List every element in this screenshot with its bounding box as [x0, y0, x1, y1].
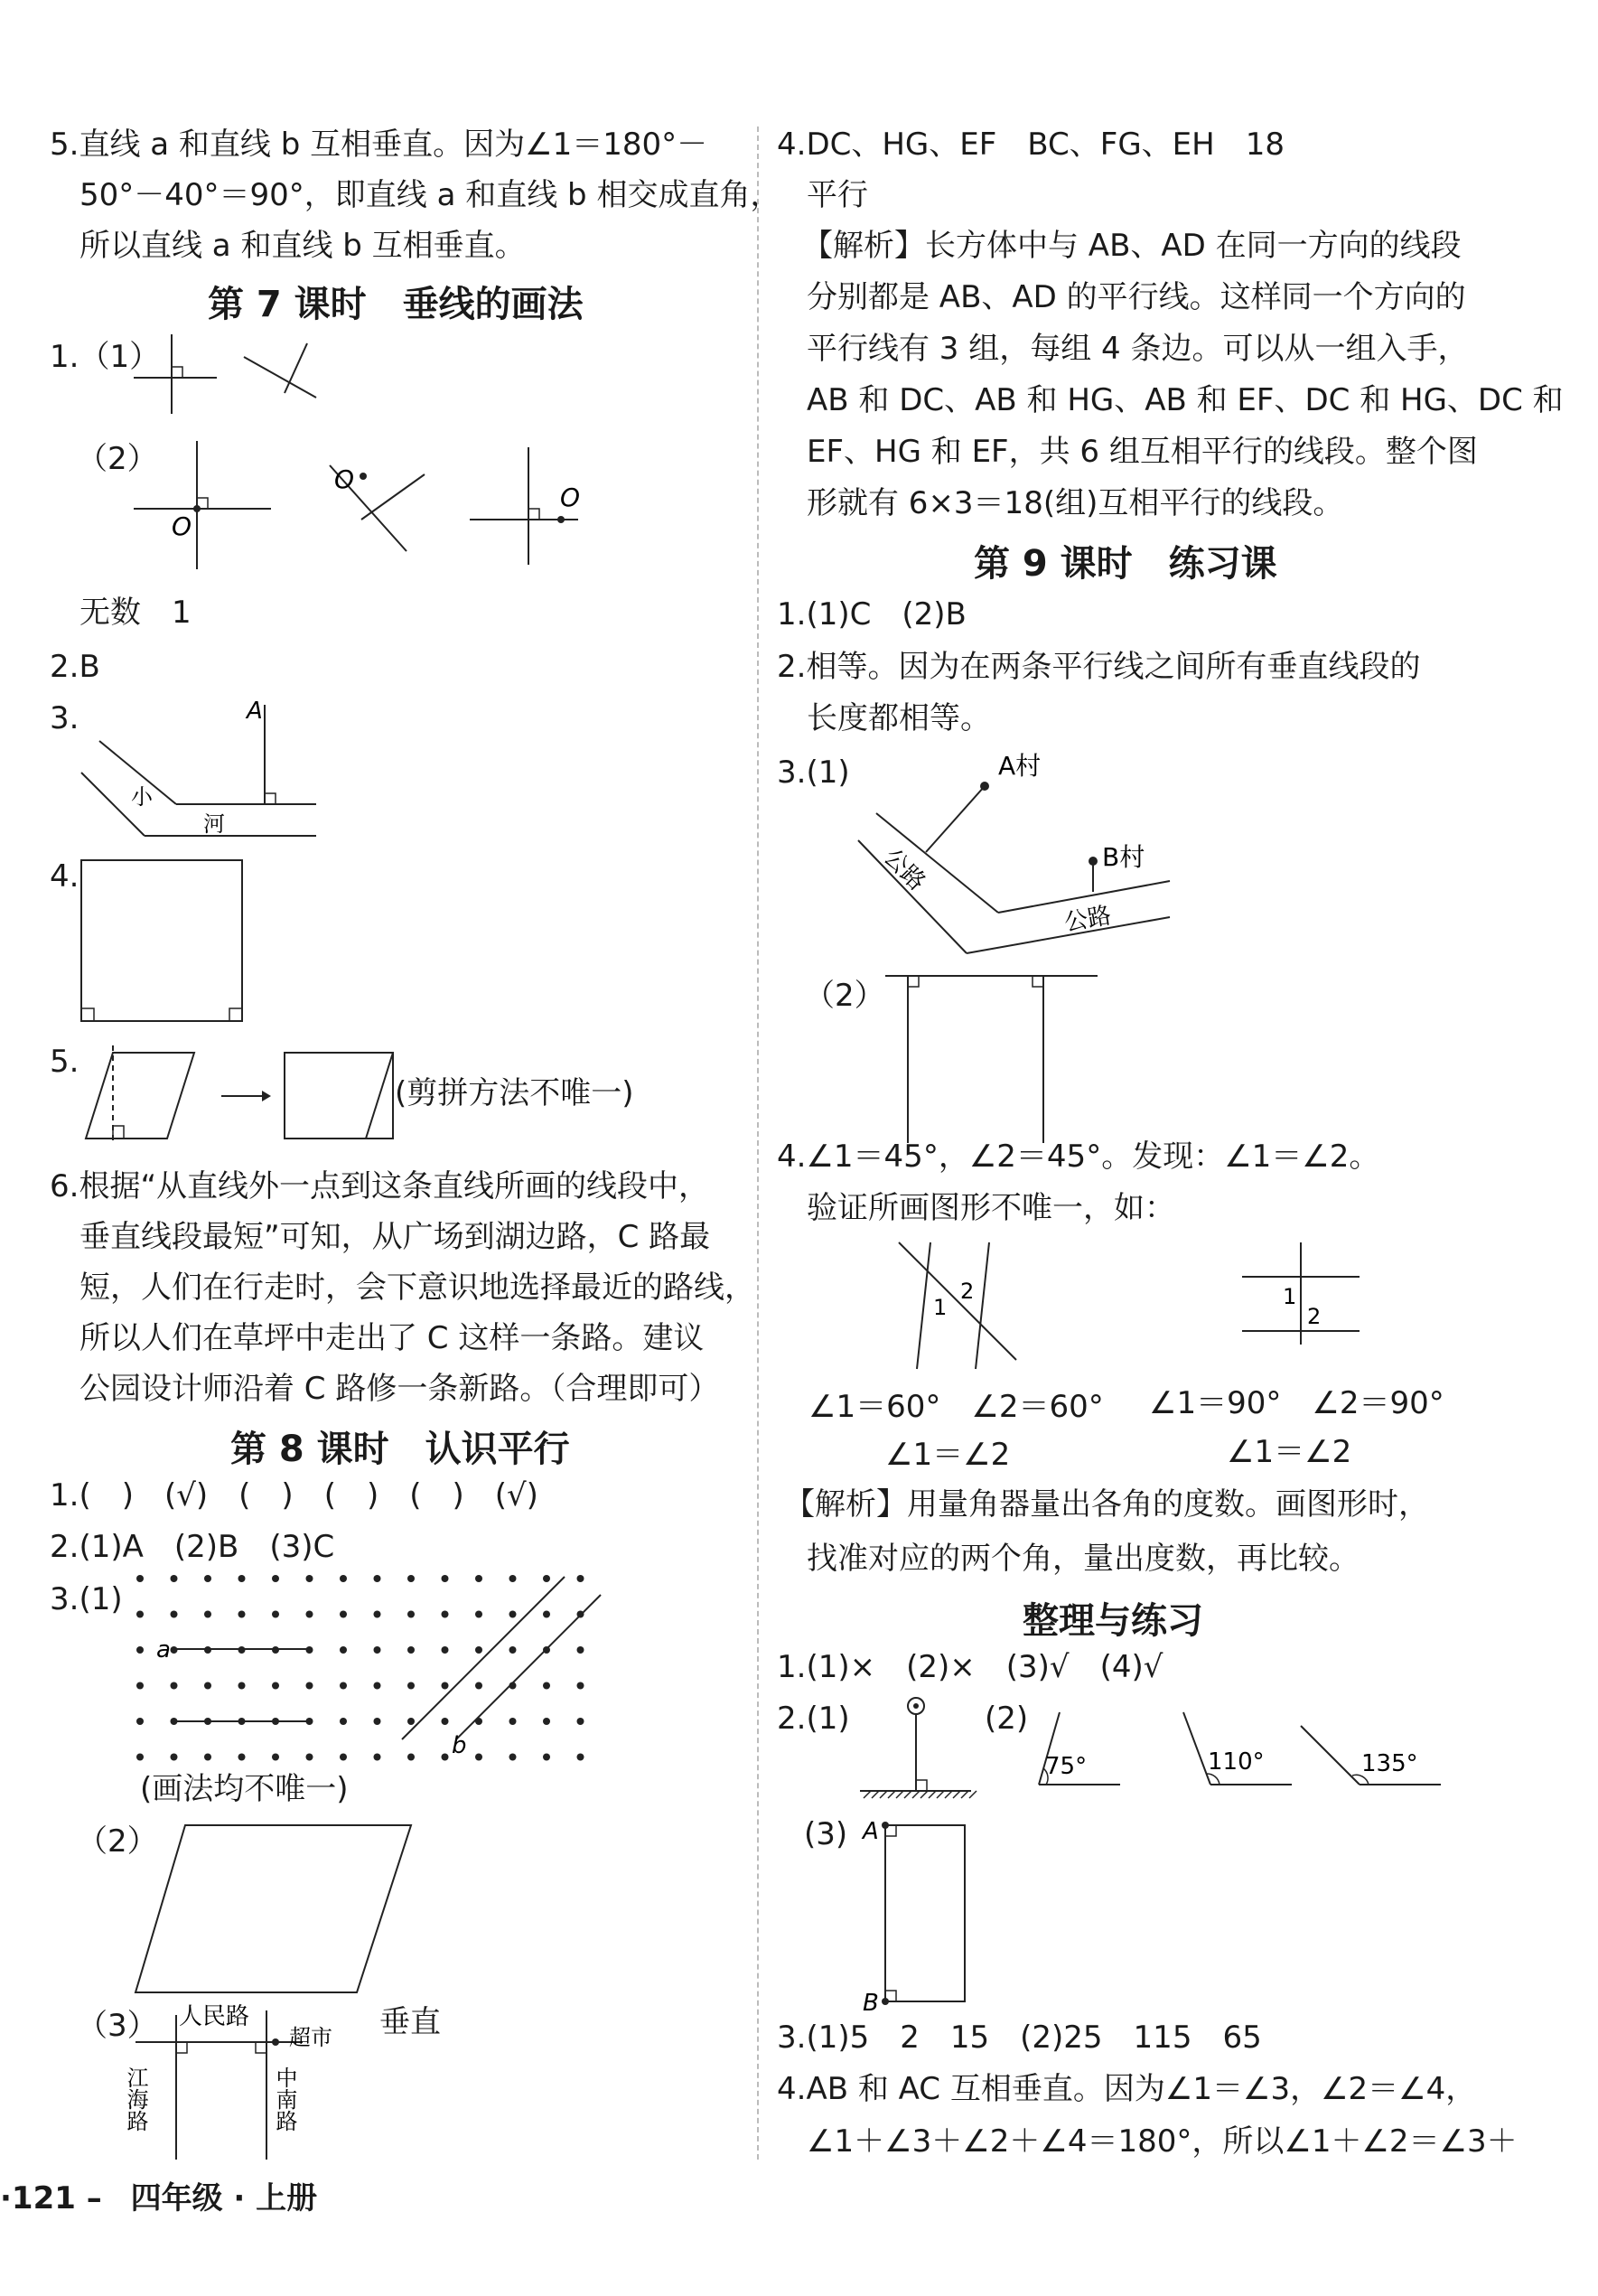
grid-dot: [374, 1575, 381, 1582]
answer-5-line2: 50°－40°＝90°，即直线 a 和直线 b 相交成直角，: [79, 177, 781, 213]
ground-hatch: [896, 1791, 903, 1798]
grid-dot: [442, 1575, 449, 1582]
villages-road-figure: [854, 745, 1179, 958]
ground-hatch: [937, 1791, 944, 1798]
svg-text:1: 1: [1283, 1284, 1297, 1309]
z4-line2: ∠1＋∠3＋∠2＋∠4＝180°，所以∠1＋∠2＝∠3＋: [807, 2123, 1518, 2160]
grid-dot: [577, 1575, 584, 1582]
grid-dot: [374, 1611, 381, 1618]
grid-dot: [340, 1646, 347, 1654]
svg-text:O: O: [172, 511, 192, 541]
grid-dot: [577, 1754, 584, 1761]
grid-dot: [238, 1754, 246, 1761]
grid-dot: [475, 1646, 482, 1654]
q3-label: 3.: [50, 700, 79, 736]
ground-hatch: [953, 1791, 960, 1798]
grid-dot: [306, 1611, 313, 1618]
z3-answers: 3.(1)5 2 15 (2)25 115 65: [777, 2020, 1262, 2056]
page-number-value: 121: [11, 2180, 76, 2216]
r4-line5: 平行线有 3 组，每组 4 条边。可以从一组入手，: [807, 331, 1469, 367]
z4-line1: 4.AB 和 AC 互相垂直。因为∠1＝∠3，∠2＝∠4，: [777, 2071, 1477, 2107]
grid-dot: [407, 1646, 415, 1654]
grid-dot: [577, 1682, 584, 1690]
svg-text:b: b: [452, 1732, 467, 1759]
q5-label: 5.: [50, 1044, 79, 1080]
column-divider: [757, 127, 759, 2160]
grid-dot: [136, 1718, 144, 1725]
river-figure: [77, 696, 330, 849]
s4-result-b2: ∠1＝∠2: [1227, 1434, 1352, 1470]
answer-5-line1: 5.直线 a 和直线 b 互相垂直。因为∠1＝180°－: [50, 127, 708, 163]
label-he: 河: [203, 811, 225, 837]
p2-answers: 2.(1)A (2)B (3)C: [50, 1529, 335, 1565]
p3-note: (画法均不唯一): [140, 1771, 349, 1807]
grid-dot: [204, 1575, 211, 1582]
grid-dot: [509, 1718, 517, 1725]
grid-dot: [171, 1575, 178, 1582]
r4-line4: 分别都是 AB、AD 的平行线。这样同一个方向的: [807, 279, 1466, 315]
grid-dot: [543, 1611, 550, 1618]
p3-answer: 垂直: [379, 2004, 441, 2040]
angle-135: 135°: [1361, 1750, 1418, 1777]
grid-dot: [442, 1611, 449, 1618]
s4-analysis-2: 找准对应的两个角，量出度数，再比较。: [807, 1541, 1360, 1577]
dot-grid: [136, 1575, 584, 1761]
q6-line4: 所以人们在草坪中走出了 C 这样一条路。建议: [79, 1320, 705, 1356]
grid-dot: [509, 1575, 517, 1582]
svg-text:2: 2: [1307, 1304, 1322, 1329]
s1-answer: 1.(1)C (2)B: [777, 596, 967, 633]
grid-dot: [442, 1718, 449, 1725]
ground-hatch: [880, 1791, 887, 1798]
q1-1-label: 1.（1）: [50, 339, 161, 375]
angle-verify-figure-1: [894, 1233, 1021, 1373]
r4-line3: 【解析】长方体中与 AB、AD 在同一方向的线段: [802, 228, 1462, 264]
q6-line5: 公园设计师沿着 C 路修一条新路。（合理即可）: [79, 1371, 720, 1407]
ground-hatch: [912, 1791, 920, 1798]
z2-2-label: (2): [985, 1701, 1029, 1737]
ground-hatch: [920, 1791, 928, 1798]
angle-verify-figure-2: [1238, 1238, 1364, 1346]
r4-line8: 形就有 6×3＝18(组)互相平行的线段。: [807, 485, 1344, 521]
grade-label: 四年级 · 上册: [130, 2180, 318, 2216]
grid-dot: [340, 1754, 347, 1761]
label-village-b: B村: [1102, 842, 1145, 872]
s3-1-label: 3.(1): [777, 754, 850, 791]
z2-3-label: (3): [804, 1816, 848, 1852]
grid-dot: [407, 1575, 415, 1582]
ground-hatch: [945, 1791, 952, 1798]
grid-dot: [374, 1754, 381, 1761]
grid-dot: [272, 1754, 279, 1761]
p1-answers: 1.( ) (√) ( ) ( ) ( ) (√): [50, 1477, 538, 1513]
page-footer: ·121 – 四年级 · 上册: [0, 2180, 318, 2216]
grid-dot: [272, 1575, 279, 1582]
label-xiao: 小: [131, 784, 153, 810]
grid-dot: [171, 1754, 178, 1761]
angle-75: 75°: [1045, 1753, 1088, 1780]
dot-grid-figure: [126, 1572, 614, 1767]
grid-dot: [136, 1611, 144, 1618]
section-title-9: 第 9 课时 练习课: [974, 543, 1277, 585]
section-title-review: 整理与练习: [1023, 1600, 1203, 1642]
svg-text:A: A: [247, 698, 263, 725]
r4-line1: 4.DC、HG、EF BC、FG、EH 18: [777, 127, 1285, 163]
s4-result-a2: ∠1＝∠2: [885, 1437, 1011, 1473]
q5-note: (剪拼方法不唯一): [395, 1075, 634, 1111]
grid-dot: [407, 1611, 415, 1618]
grid-dot: [475, 1754, 482, 1761]
ground-hatch: [904, 1791, 911, 1798]
ground-hatch: [961, 1791, 968, 1798]
label-jianghai-road: 江海路: [123, 2066, 148, 2132]
grid-dot: [171, 1611, 178, 1618]
label-road-2: 公路: [1062, 902, 1114, 937]
grid-dot: [306, 1682, 313, 1690]
grid-dot: [543, 1575, 550, 1582]
ground-hatch: [929, 1791, 936, 1798]
label-supermarket: 超市: [289, 2025, 332, 2050]
label-village-a: A村: [998, 751, 1042, 781]
label-renmin-road: 人民路: [179, 2003, 250, 2030]
parallel-lines-figure: [881, 962, 1107, 1148]
q1-answer: 无数 1: [79, 595, 192, 631]
s4-analysis-1: 【解析】用量角器量出各角的度数。画图形时，: [784, 1486, 1429, 1523]
svg-text:A: A: [863, 1818, 879, 1845]
perpendicular-figure-1: [126, 325, 334, 416]
grid-dot: [340, 1718, 347, 1725]
grid-dot: [442, 1646, 449, 1654]
s4-line1: 4.∠1＝45°，∠2＝45°。发现：∠1＝∠2。: [777, 1139, 1380, 1175]
s4-result-a1: ∠1＝60° ∠2＝60°: [808, 1389, 1104, 1425]
rectangle-ab-figure: [858, 1816, 976, 2017]
grid-dot: [238, 1611, 246, 1618]
plumb-line-figure: [858, 1690, 976, 1798]
parallelogram-figure: [131, 1821, 420, 2001]
grid-dot: [577, 1718, 584, 1725]
grid-dot: [509, 1646, 517, 1654]
grid-dot: [407, 1754, 415, 1761]
grid-dot: [543, 1754, 550, 1761]
grid-dot: [204, 1611, 211, 1618]
angle-110: 110°: [1208, 1748, 1265, 1776]
grid-dot: [543, 1682, 550, 1690]
perpendicular-figure-2: [126, 434, 596, 578]
svg-text:O: O: [334, 464, 355, 494]
section-title-7: 第 7 课时 垂线的画法: [208, 284, 584, 325]
square-figure: [79, 858, 251, 1026]
grid-dot: [136, 1754, 144, 1761]
grid-dot: [306, 1754, 313, 1761]
angle-drawings-figure: [1034, 1703, 1486, 1794]
grid-dot: [442, 1682, 449, 1690]
label-zhongnan-road: 中南路: [272, 2066, 297, 2132]
p3-3-label: （3）: [77, 2008, 158, 2044]
svg-text:1: 1: [933, 1295, 948, 1320]
grid-dot: [204, 1682, 211, 1690]
ground-hatch: [872, 1791, 879, 1798]
grid-dot: [204, 1754, 211, 1761]
grid-dot: [543, 1718, 550, 1725]
grid-dot: [407, 1682, 415, 1690]
grid-dot: [238, 1682, 246, 1690]
grid-dot: [407, 1718, 415, 1725]
r4-line7: EF、HG 和 EF，共 6 组互相平行的线段。整个图: [807, 434, 1478, 470]
q4-label: 4.: [50, 858, 79, 895]
z1-answers: 1.(1)× (2)× (3)√ (4)√: [777, 1649, 1163, 1685]
grid-dot: [475, 1682, 482, 1690]
svg-text:2: 2: [960, 1279, 975, 1304]
grid-dot: [171, 1682, 178, 1690]
q2-answer: 2.B: [50, 649, 100, 685]
grid-dot: [272, 1611, 279, 1618]
grid-dot: [442, 1754, 449, 1761]
q6-line1: 6.根据“从直线外一点到这条直线所画的线段中，: [50, 1168, 710, 1204]
ground-hatch: [969, 1791, 977, 1798]
grid-dot: [340, 1611, 347, 1618]
grid-dot: [136, 1682, 144, 1690]
grid-dot: [136, 1646, 144, 1654]
ground-hatch: [888, 1791, 895, 1798]
q6-line2: 垂直线段最短”可知，从广场到湖边路，C 路最: [79, 1219, 711, 1255]
section-title-8: 第 8 课时 认识平行: [230, 1429, 570, 1470]
page-number: ·: [0, 2180, 12, 2216]
p3-2-label: （2）: [77, 1823, 158, 1860]
s2-line1: 2.相等。因为在两条平行线之间所有垂直线段的: [777, 649, 1421, 685]
q6-line3: 短，人们在行走时，会下意识地选择最近的路线，: [79, 1270, 755, 1306]
svg-text:O: O: [560, 483, 581, 512]
svg-text:B: B: [863, 1990, 879, 2017]
parallelogram-cut-figure: [77, 1044, 402, 1148]
p3-1-label: 3.(1): [50, 1581, 123, 1617]
grid-dot: [577, 1646, 584, 1654]
grid-dot: [340, 1575, 347, 1582]
grid-dot: [136, 1575, 144, 1582]
grid-dot: [306, 1575, 313, 1582]
grid-dot: [374, 1718, 381, 1725]
r4-line6: AB 和 DC、AB 和 HG、AB 和 EF、DC 和 HG、DC 和: [807, 382, 1564, 418]
s2-line2: 长度都相等。: [807, 700, 991, 736]
grid-dot: [374, 1646, 381, 1654]
r4-line2: 平行: [807, 177, 868, 213]
grid-dot: [374, 1682, 381, 1690]
ground-hatch: [864, 1791, 871, 1798]
label-road-1: 公路: [878, 843, 931, 896]
svg-text:a: a: [156, 1636, 171, 1663]
grid-dot: [509, 1754, 517, 1761]
grid-dot: [340, 1682, 347, 1690]
road-map-figure: [123, 1992, 397, 2164]
z2-1-label: 2.(1): [777, 1701, 850, 1737]
grid-dot: [238, 1575, 246, 1582]
q1-2-label: （2）: [77, 441, 158, 477]
answer-5-line3: 所以直线 a 和直线 b 互相垂直。: [79, 228, 526, 264]
grid-dot: [475, 1575, 482, 1582]
grid-dot: [509, 1611, 517, 1618]
s3-2-label: （2）: [804, 978, 885, 1014]
grid-dot: [272, 1682, 279, 1690]
s4-result-b1: ∠1＝90° ∠2＝90°: [1149, 1385, 1444, 1421]
grid-dot: [475, 1611, 482, 1618]
s4-line2: 验证所画图形不唯一，如：: [807, 1190, 1175, 1226]
